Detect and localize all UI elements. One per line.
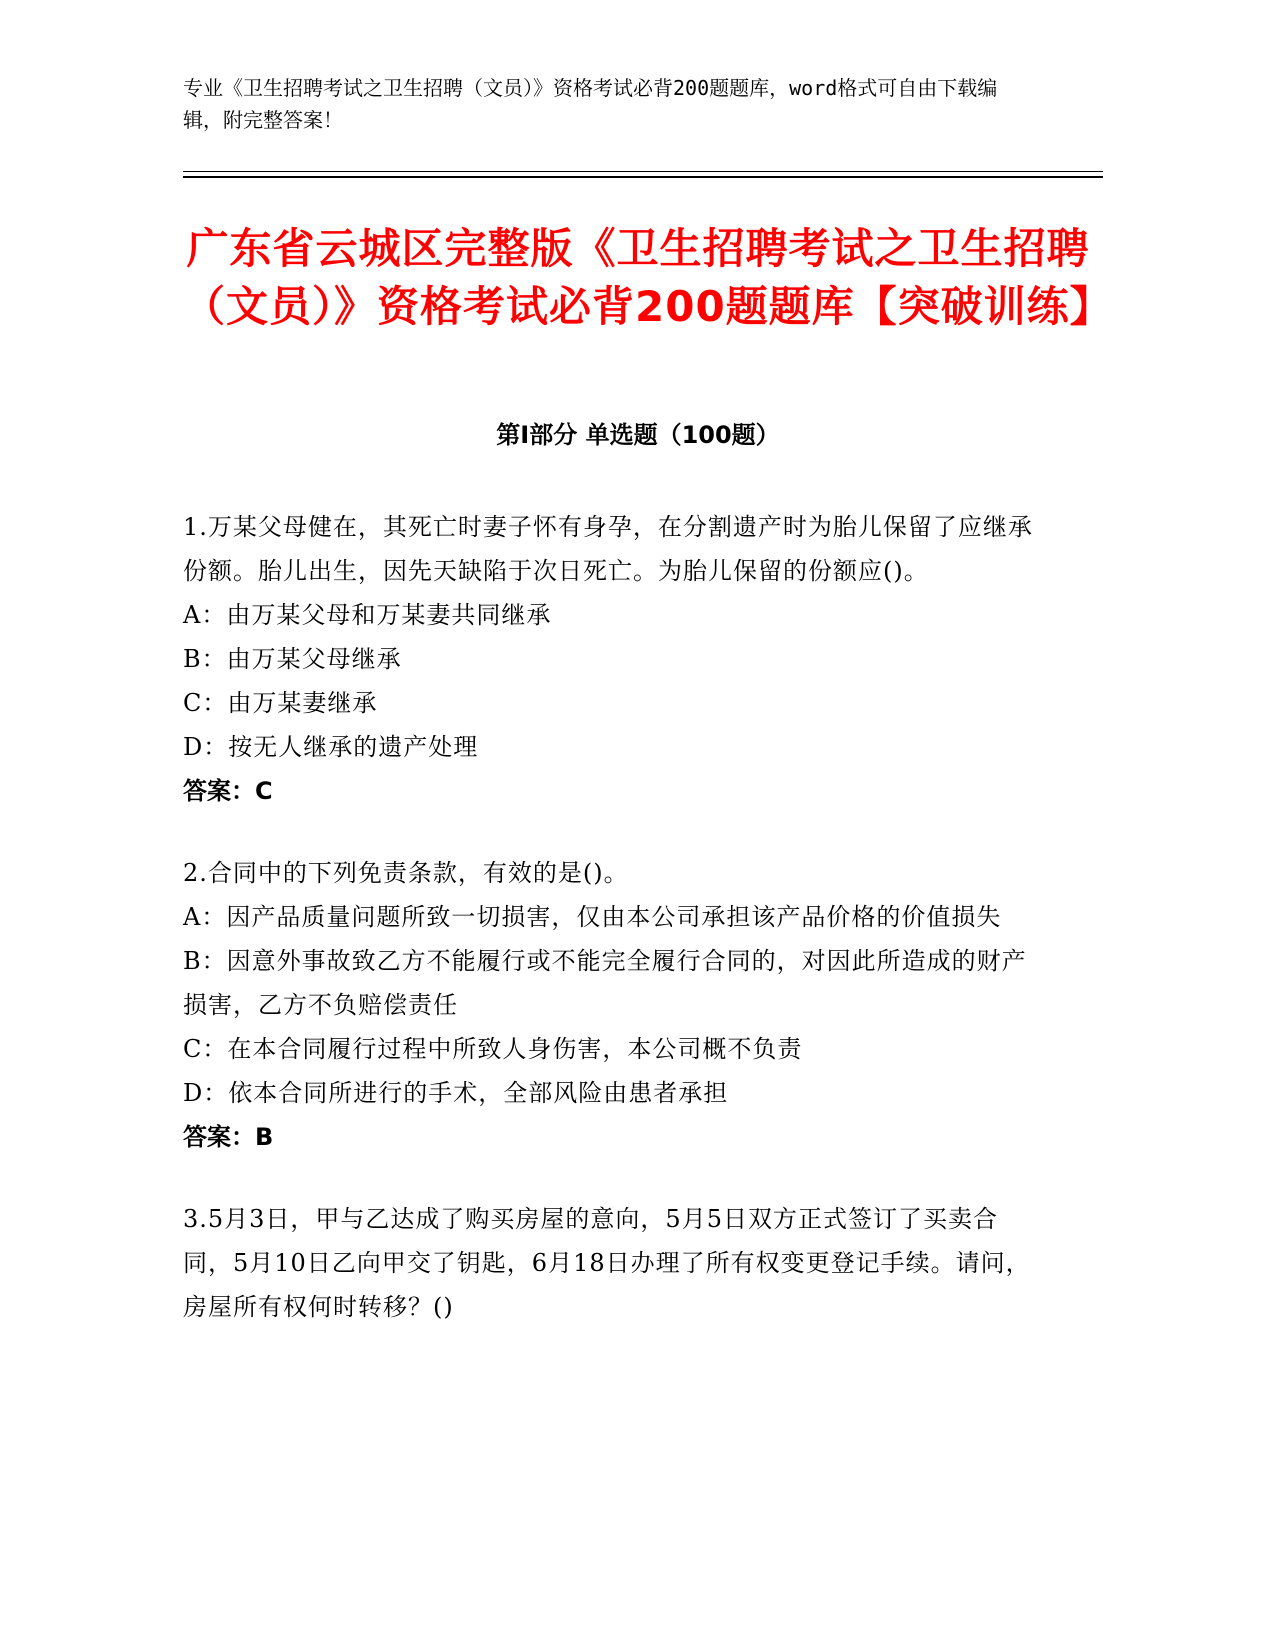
answer: 答案：B	[183, 1123, 274, 1151]
answer: 答案：C	[183, 777, 273, 805]
question-stem: 1.万某父母健在，其死亡时妻子怀有身孕，在分割遗产时为胎儿保留了应继承份额。胎儿出生，因先天缺陷于次日死亡。为胎儿保留的份额应()。	[183, 513, 1033, 585]
question-stem: 3.5月3日，甲与乙达成了购买房屋的意向，5月5日双方正式签订了买卖合同，5月10日乙向甲交了钥匙，6月18日办理了所有权变更登记手续。请问，房屋所有权何时转移？()	[183, 1205, 1031, 1321]
option-c: C：在本合同履行过程中所致人身伤害，本公司概不负责	[183, 1035, 803, 1063]
section-title: 第Ⅰ部分 单选题（100题）	[496, 421, 780, 449]
question-1	[183, 505, 1033, 813]
document-title: 广东省云城区完整版《卫生招聘考试之卫生招聘（文员）》资格考试必背200题题库【突破训练】	[183, 224, 1113, 331]
header-note: 专业《卫生招聘考试之卫生招聘（文员）》资格考试必背200题题库，word格式可自由下载编辑，附完整答案！	[183, 76, 998, 132]
option-b: B：由万某父母继承	[183, 645, 402, 673]
option-b: B：因意外事故致乙方不能履行或不能完全履行合同的，对因此所造成的财产损害，乙方不负赔偿责任	[183, 947, 1027, 1019]
question-3	[183, 1197, 1033, 1329]
header-rule-thin	[183, 171, 1103, 172]
option-c: C：由万某妻继承	[183, 689, 378, 717]
option-a: A：因产品质量问题所致一切损害，仅由本公司承担该产品价格的价值损失	[183, 903, 1002, 931]
option-d: D：依本合同所进行的手术，全部风险由患者承担	[183, 1079, 729, 1107]
question-2	[183, 851, 1033, 1159]
option-a: A：由万某父母和万某妻共同继承	[183, 601, 552, 629]
option-d: D：按无人继承的遗产处理	[183, 733, 479, 761]
header-rule-thick	[183, 176, 1103, 178]
question-list	[183, 505, 1033, 1367]
question-stem: 2.合同中的下列免责条款，有效的是()。	[183, 859, 629, 887]
